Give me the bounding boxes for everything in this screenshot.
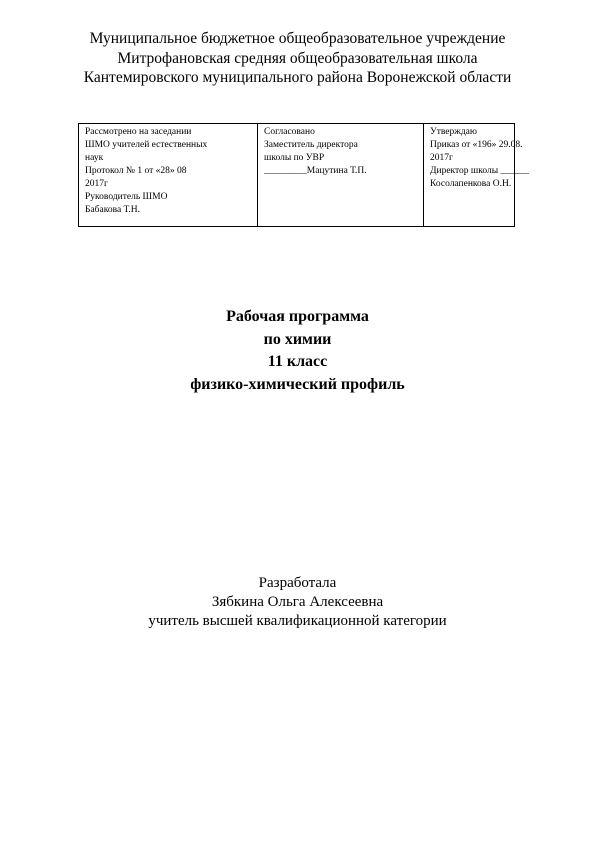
considered-line: Рассмотрено на заседании [85, 127, 192, 137]
considered-line: наук [85, 153, 104, 163]
school-header [0, 29, 595, 88]
approved-cell [424, 124, 529, 227]
considered-cell [79, 124, 258, 227]
agreed-line: школы по УВР [264, 153, 325, 163]
document-title [0, 306, 595, 396]
considered-line: ШМО учителей естественных [85, 140, 208, 150]
approval-row [79, 124, 515, 227]
approval-table [78, 123, 529, 227]
header-line-school-name: Митрофановская средняя общеобразовательная школа [117, 49, 478, 67]
approved-line: Утверждаю [430, 127, 477, 137]
header-line-district: Кантемировского муниципального района Воронежской области [83, 69, 512, 86]
title-line-grade: 11 класс [267, 353, 328, 370]
author-name: Зябкина Ольга Алексеевна [211, 594, 384, 610]
title-line-program: Рабочая программа [226, 308, 369, 325]
approved-line: Косолапенкова О.Н. [430, 179, 512, 189]
author-position: учитель высшей квалификационной категории [148, 613, 447, 629]
agreed-line: Заместитель директора [264, 140, 358, 150]
approved-line: Приказ от «196» 29.08. [430, 140, 523, 150]
header-line-institution-type: Муниципальное бюджетное общеобразовательное учреждение [89, 30, 506, 47]
approved-line: Директор школы ______ [430, 166, 529, 176]
author-label: Разработала [258, 575, 337, 591]
agreed-line: _________Мацутина Т.П. [264, 166, 367, 176]
agreed-cell [258, 124, 424, 227]
title-line-profile: физико-химический профиль [190, 375, 405, 393]
considered-line: 2017г [85, 179, 108, 189]
title-line-subject: по химии [263, 330, 332, 348]
considered-line: Руководитель ШМО [85, 192, 168, 202]
approved-line: 2017г [430, 153, 453, 163]
considered-line: Протокол № 1 от «28» 08 [85, 166, 187, 176]
author-block [0, 574, 595, 631]
agreed-line: Согласовано [264, 127, 315, 137]
considered-line: Бабакова Т.Н. [85, 205, 141, 215]
